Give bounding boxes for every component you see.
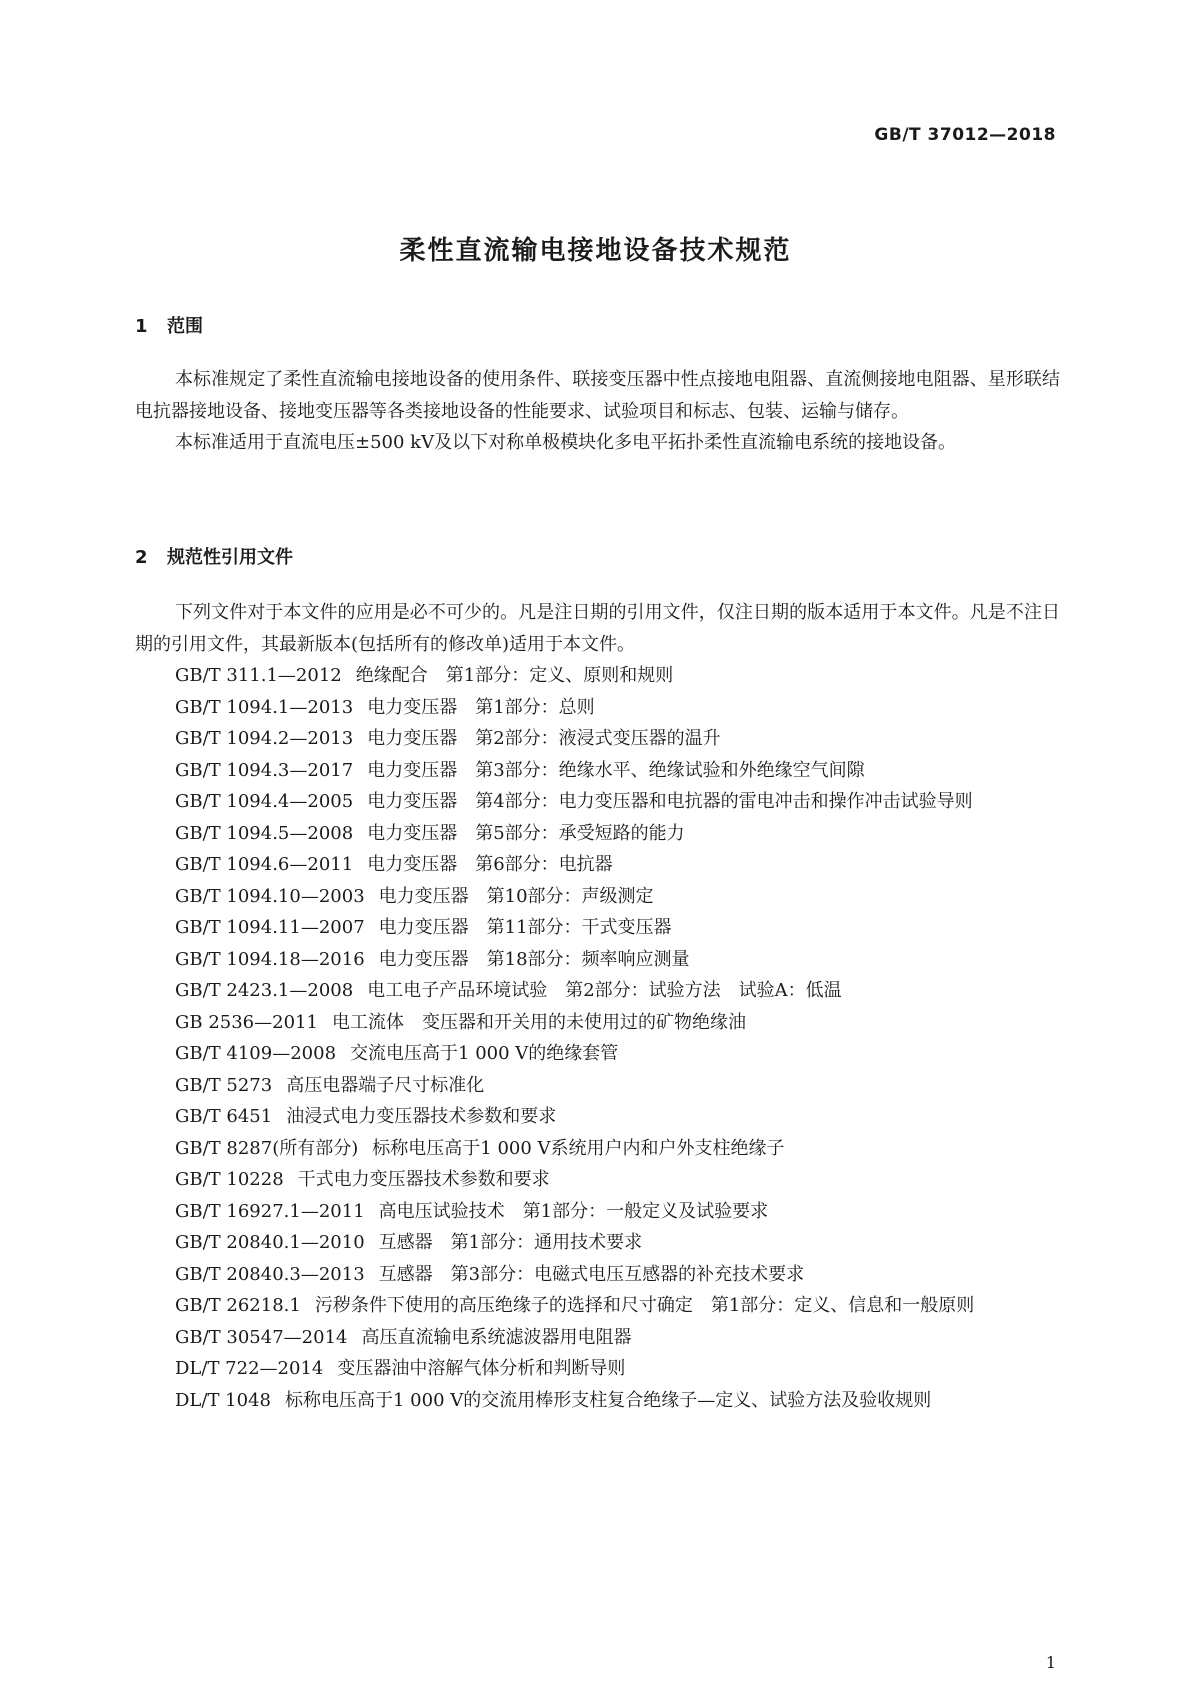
reference-title: 交流电压高于1 000 V的绝缘套管 <box>350 1043 619 1064</box>
reference-code: GB/T 1094.10—2003 <box>175 885 365 907</box>
reference-item <box>135 1227 1060 1259</box>
reference-item <box>135 1196 1060 1228</box>
reference-item <box>135 1385 1060 1417</box>
reference-title: 电力变压器 第5部分：承受短路的能力 <box>367 822 685 844</box>
section-2-heading <box>135 543 293 569</box>
reference-title: 电工电子产品环境试验 第2部分：试验方法 试验A：低温 <box>367 980 842 1001</box>
reference-item <box>135 1164 1060 1196</box>
reference-item <box>135 944 1060 976</box>
reference-code: GB/T 2423.1—2008 <box>175 980 354 1001</box>
reference-code: GB/T 8287(所有部分) <box>175 1137 359 1159</box>
paragraph: 本标准适用于直流电压±500 kV及以下对称单极模块化多电平拓扑柔性直流输电系统的接地设备。 <box>175 432 957 453</box>
reference-title: 电力变压器 第2部分：液浸式变压器的温升 <box>367 728 721 749</box>
reference-item <box>135 881 1060 913</box>
reference-item <box>135 1259 1060 1291</box>
reference-item <box>135 1070 1060 1102</box>
reference-item <box>135 1007 1060 1039</box>
reference-item <box>135 849 1060 881</box>
reference-item <box>135 818 1060 850</box>
page-number: 1 <box>1045 1653 1056 1672</box>
reference-code: GB/T 311.1—2012 <box>175 665 342 686</box>
reference-title: 电力变压器 第1部分：总则 <box>367 696 595 718</box>
reference-title: 电力变压器 第3部分：绝缘水平、绝缘试验和外绝缘空气间隙 <box>367 759 865 781</box>
reference-code: GB/T 1094.11—2007 <box>175 917 365 938</box>
reference-item <box>135 1101 1060 1133</box>
reference-title: 电力变压器 第11部分：干式变压器 <box>378 917 672 938</box>
reference-item <box>135 660 1060 692</box>
reference-item <box>135 786 1060 818</box>
reference-code: GB/T 1094.18—2016 <box>175 948 365 970</box>
reference-code: GB/T 1094.5—2008 <box>175 822 354 844</box>
section-title: 范围 <box>167 316 203 337</box>
reference-code: GB/T 20840.3—2013 <box>175 1263 365 1285</box>
reference-code: GB/T 4109—2008 <box>175 1043 337 1064</box>
reference-title: 互感器 第1部分：通用技术要求 <box>378 1232 643 1253</box>
reference-code: GB/T 30547—2014 <box>175 1326 348 1348</box>
reference-title: 油浸式电力变压器技术参数和要求 <box>286 1106 557 1127</box>
reference-title: 互感器 第3部分：电磁式电压互感器的补充技术要求 <box>378 1263 805 1285</box>
document-title: 柔性直流输电接地设备技术规范 <box>399 236 792 266</box>
reference-item <box>135 1353 1060 1385</box>
reference-item <box>135 1322 1060 1354</box>
reference-item <box>135 1290 1060 1322</box>
reference-code: DL/T 1048 <box>175 1389 271 1411</box>
reference-code: GB/T 16927.1—2011 <box>175 1200 365 1222</box>
section-title: 规范性引用文件 <box>167 547 293 568</box>
reference-title: 高压直流输电系统滤波器用电阻器 <box>361 1326 632 1348</box>
reference-title: 高电压试验技术 第1部分：一般定义及试验要求 <box>378 1200 769 1222</box>
reference-item <box>135 1038 1060 1070</box>
reference-code: GB/T 5273 <box>175 1074 273 1096</box>
reference-title: 标称电压高于1 000 V的交流用棒形支柱复合绝缘子—定义、试验方法及验收规则 <box>285 1389 932 1411</box>
intro-paragraph: 下列文件对于本文件的应用是必不可少的。凡是注日期的引用文件，仅注日期的版本适用于本文件。凡是不注日期的引用文件，其最新版本(包括所有的修改单)适用于本文件。 <box>135 602 1060 655</box>
reference-code: GB/T 10228 <box>175 1169 284 1190</box>
reference-title: 高压电器端子尺寸标准化 <box>286 1074 485 1096</box>
section-2-body <box>135 597 1060 1416</box>
reference-item <box>135 975 1060 1007</box>
normative-reference-list <box>135 660 1060 1416</box>
reference-item <box>135 692 1060 724</box>
reference-code: GB 2536—2011 <box>175 1011 318 1033</box>
reference-item <box>135 1133 1060 1165</box>
reference-title: 变压器油中溶解气体分析和判断导则 <box>337 1358 626 1379</box>
reference-code: GB/T 1094.3—2017 <box>175 759 354 781</box>
standard-code-header: GB/T 37012—2018 <box>874 125 1056 145</box>
reference-title: 标称电压高于1 000 V系统用户内和户外支柱绝缘子 <box>372 1137 785 1159</box>
reference-title: 电力变压器 第10部分：声级测定 <box>378 885 654 907</box>
section-1-heading <box>135 312 203 338</box>
section-number: 2 <box>135 547 148 568</box>
reference-item <box>135 912 1060 944</box>
reference-item <box>135 723 1060 755</box>
reference-title: 污秽条件下使用的高压绝缘子的选择和尺寸确定 第1部分：定义、信息和一般原则 <box>314 1295 975 1316</box>
reference-item <box>135 755 1060 787</box>
reference-code: GB/T 1094.2—2013 <box>175 728 354 749</box>
reference-title: 绝缘配合 第1部分：定义、原则和规则 <box>355 665 674 686</box>
reference-code: GB/T 6451 <box>175 1106 273 1127</box>
reference-title: 电力变压器 第6部分：电抗器 <box>367 854 613 875</box>
section-number: 1 <box>135 316 148 337</box>
reference-code: GB/T 20840.1—2010 <box>175 1232 365 1253</box>
reference-code: GB/T 26218.1 <box>175 1295 301 1316</box>
reference-title: 电力变压器 第4部分：电力变压器和电抗器的雷电冲击和操作冲击试验导则 <box>367 791 973 812</box>
reference-code: GB/T 1094.4—2005 <box>175 791 354 812</box>
reference-code: DL/T 722—2014 <box>175 1358 324 1379</box>
section-1-body <box>135 364 1060 459</box>
reference-code: GB/T 1094.6—2011 <box>175 854 354 875</box>
paragraph: 本标准规定了柔性直流输电接地设备的使用条件、联接变压器中性点接地电阻器、直流侧接地电阻器、星形联结电抗器接地设备、接地变压器等各类接地设备的性能要求、试验项目和标志、包装、运输与储存。 <box>135 369 1060 422</box>
reference-title: 干式电力变压器技术参数和要求 <box>297 1169 550 1190</box>
reference-title: 电工流体 变压器和开关用的未使用过的矿物绝缘油 <box>331 1011 746 1033</box>
reference-title: 电力变压器 第18部分：频率响应测量 <box>378 948 690 970</box>
reference-code: GB/T 1094.1—2013 <box>175 696 354 718</box>
